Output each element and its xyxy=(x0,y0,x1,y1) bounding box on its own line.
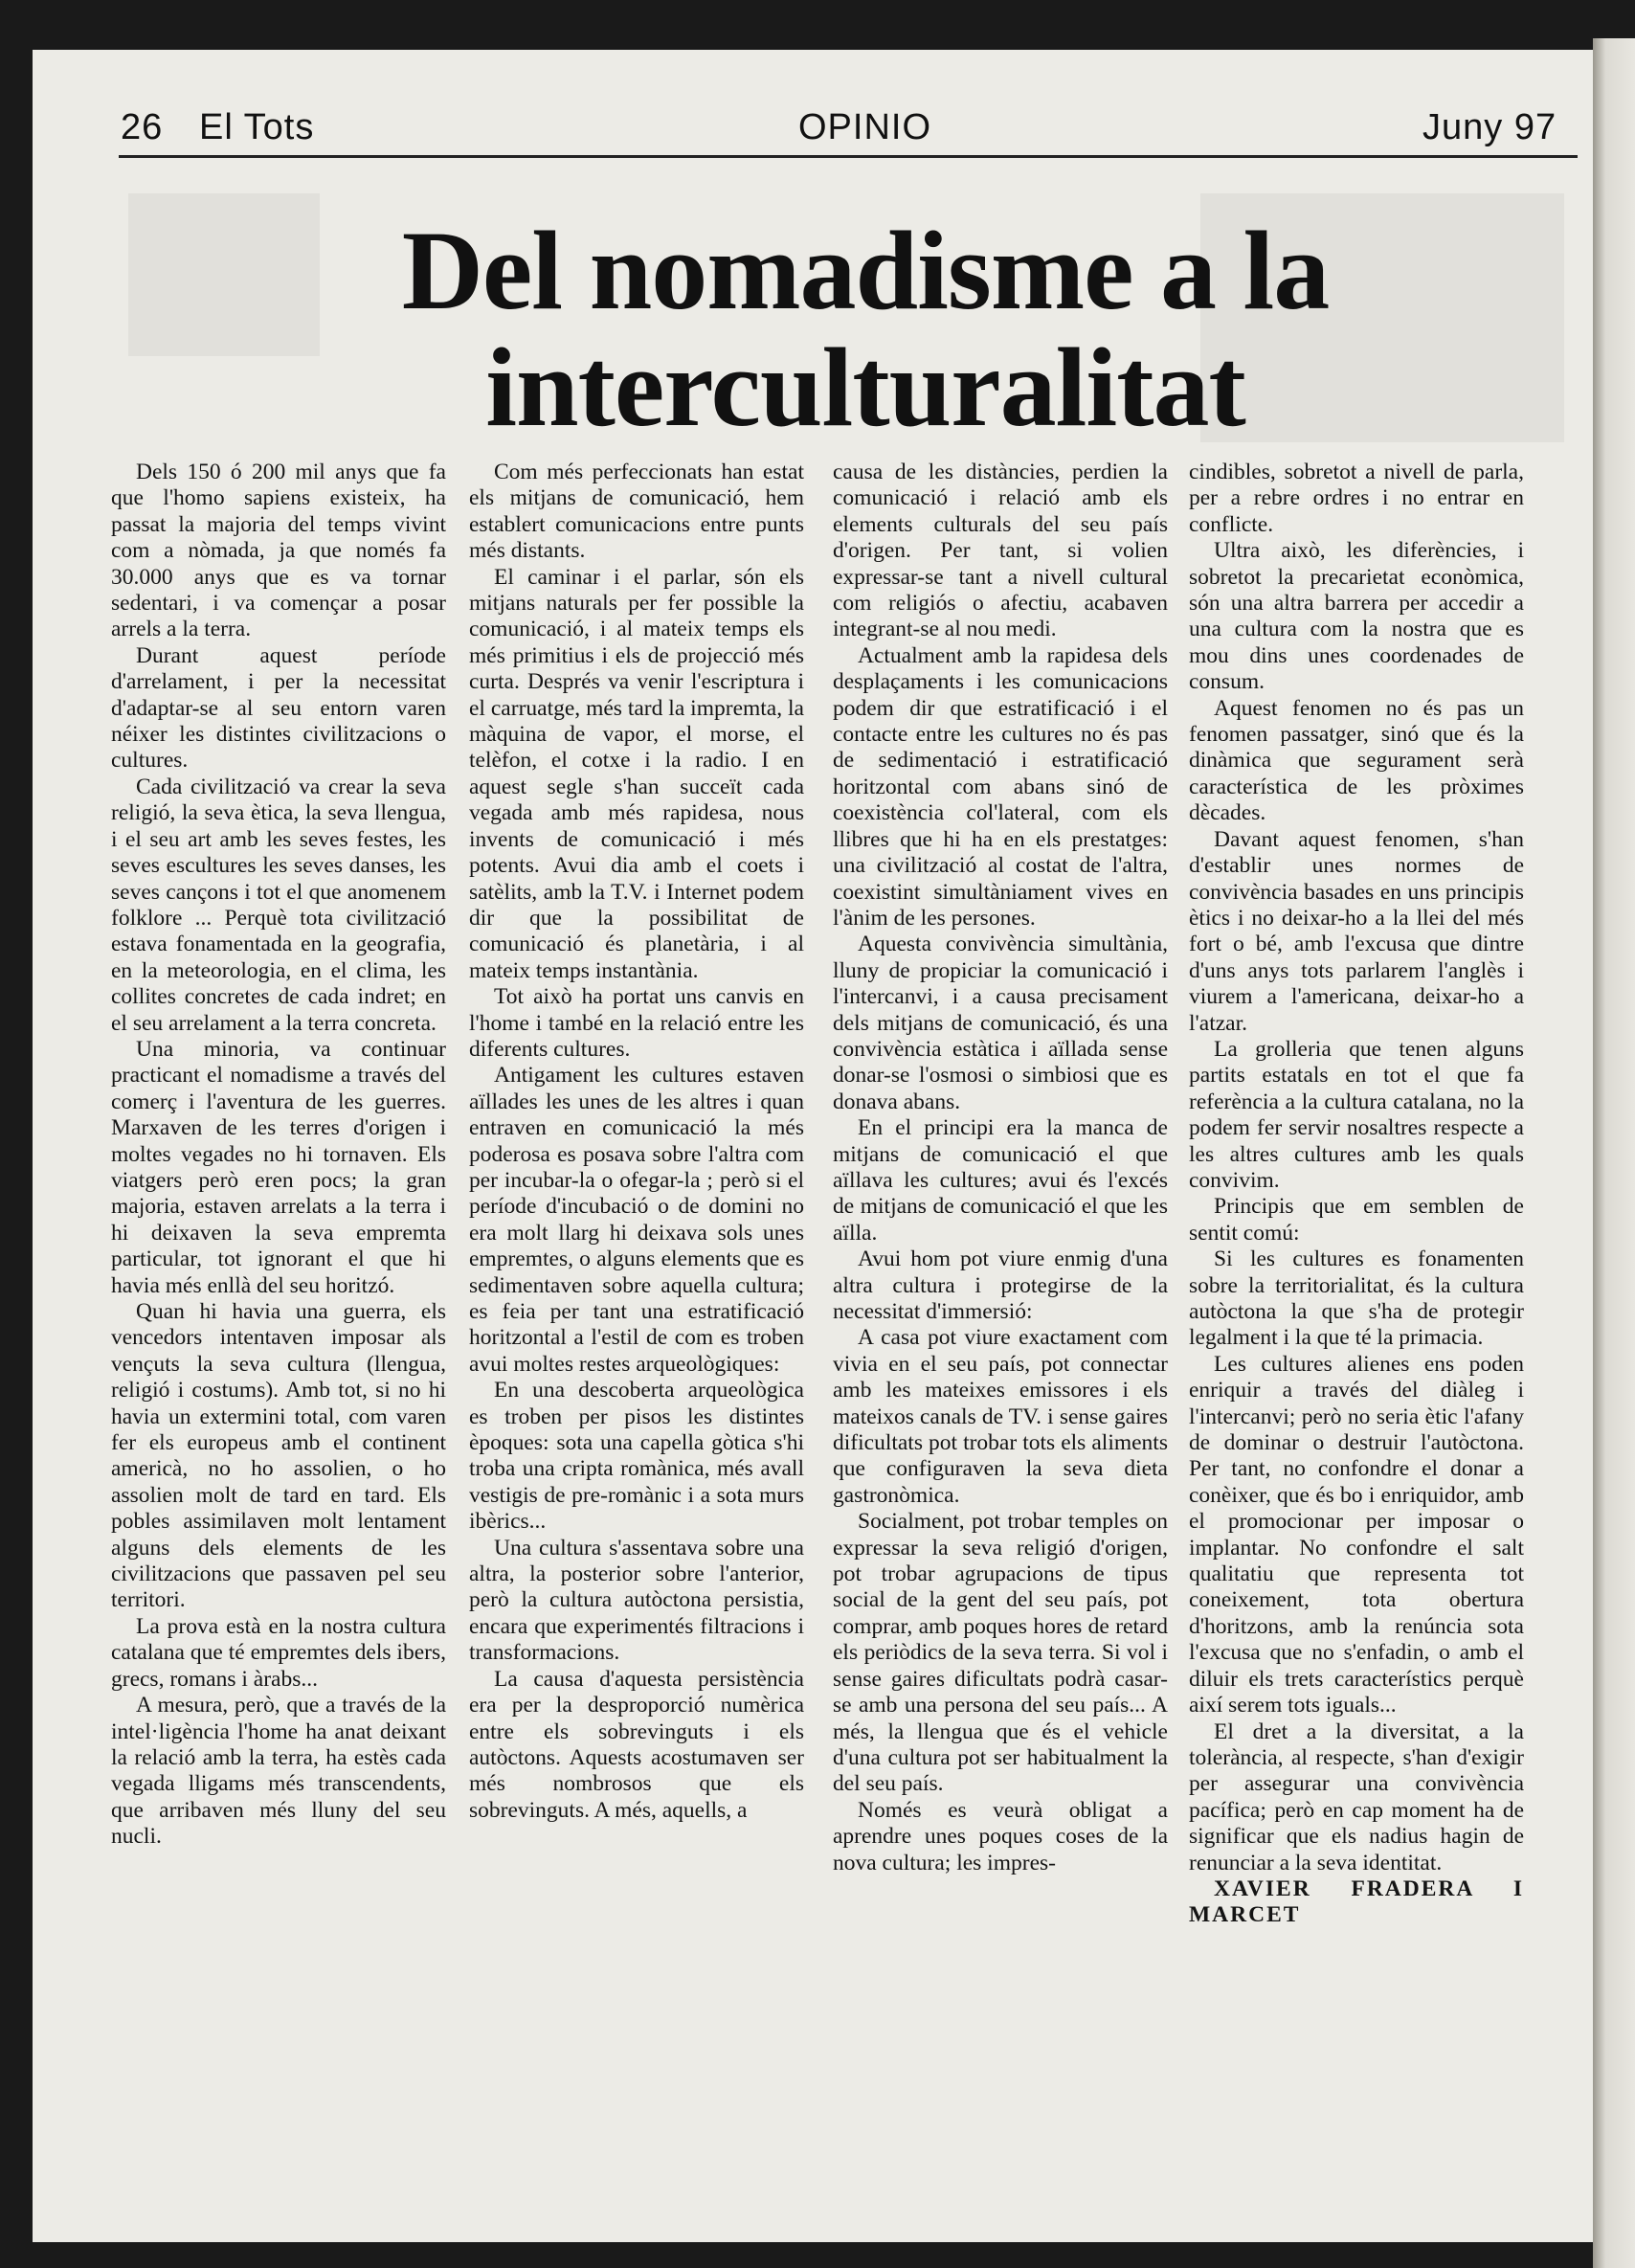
paragraph: Avui hom pot viure enmig d'una altra cultura i protegirse de la necessitat d'immersió: xyxy=(833,1246,1168,1324)
article-column-2 xyxy=(469,460,804,2231)
paragraph: Si les cultures es fonamenten sobre la territorialitat, és la cultura autòctona la que s'ha de protegir legalment i la que té la primacia. xyxy=(1189,1246,1524,1351)
paragraph: Com més perfeccionats han estat els mitjans de comunicació, hem establert comunicacions entre punts més distants. xyxy=(469,460,804,564)
publication-name: El Tots xyxy=(199,107,315,147)
paragraph: Durant aquest període d'arrelament, i per la necessitat d'adaptar-se al seu entorn varen néixer les distintes civilitzacions o cultures. xyxy=(111,642,446,774)
paragraph: Aquest fenomen no és pas un fenomen passatger, sinó que és la dinàmica que segurament serà característica de les pròximes dècades. xyxy=(1189,695,1524,826)
paragraph: Cada civilització va crear la seva religió, la seva ètica, la seva llengua, i el seu art amb les seves festes, les seves escultures les seves danses, les seves cançons i tot el que anomenem folklore ... Perquè tota civilització estava fonamentada en la geografia, en la meteorologia, en el clima, les collites concretes de cada indret; en el seu arrelament a la terra concreta. xyxy=(111,774,446,1036)
paragraph: El caminar i el parlar, són els mitjans naturals per fer possible la comunicació, i al mateix temps els més primitius i els de projecció més curta. Després va venir l'escriptura i el carruatge, més tard la impremta, la màquina de vapor, el morse, el telèfon, el cotxe i la radio. I en aquest segle s'han succeït cada vegada amb més rapidesa, nous invents de comunicació i més potents. Avui dia amb el coets i satèlits, amb la T.V. i Internet podem dir que la possibilitat de comunicació és planetària, i al mateix temps instantània. xyxy=(469,564,804,983)
paragraph: La prova està en la nostra cultura catalana que té empremtes dels ibers, grecs, romans i àrabs... xyxy=(111,1613,446,1692)
paragraph: A mesura, però, que a través de la intel·ligència l'home ha anat deixant la relació amb la terra, ha estès cada vegada lligams més transcendents, que arribaven més lluny del seu nucli. xyxy=(111,1693,446,1850)
author-signature: XAVIER FRADERA I MARCET xyxy=(1189,1875,1524,1928)
paragraph: La causa d'aquesta persistència era per la desproporció numèrica entre els sobrevinguts i els autòctons. Aquests acostumaven ser més nombrosos que els sobrevinguts. A més, aquells, a xyxy=(469,1666,804,1823)
paragraph: La grolleria que tenen alguns partits estatals en tot el que fa referència a la cultura catalana, no la podem fer servir nosaltres respecte a les altres cultures amb les quals convivim. xyxy=(1189,1036,1524,1193)
paragraph: causa de les distàncies, perdien la comunicació i relació amb els elements culturals del seu país d'origen. Per tant, si volien expressar-se tant a nivell cultural com religiós o afectiu, acabaven integrant-se al nou medi. xyxy=(833,460,1168,642)
headline-line-2: interculturalitat xyxy=(485,325,1245,450)
article-headline xyxy=(167,208,1564,450)
paragraph: Les cultures alienes ens poden enriquir a través del diàleg i l'intercanvi; però no seria ètic l'afany de dominar o destruir l'autòctona. Per tant, no confondre el donar a conèixer, que és bo i enriquidor, amb el promocionar per imposar o implantar. No confondre el salt qualitatiu que representa tot coneixement, tota obertura d'horitzons, amb la renúncia sota l'excusa que no s'enfadin, o amb el diluir els trets característics perquè així serem tots iguals... xyxy=(1189,1351,1524,1718)
article-column-1 xyxy=(111,460,446,2231)
paragraph: Aquesta convivència simultània, lluny de propiciar la comunicació i l'intercanvi, i a causa precisament dels mitjans de comunicació, és una convivència estàtica i aïllada sense donar-se l'osmosi o simbiosi que es donava abans. xyxy=(833,932,1168,1114)
paragraph: Una minoria, va continuar practicant el nomadisme a través del comerç i l'aventura de les guerres. Marxaven de les terres d'origen i moltes vegades no hi tornaven. Els viatgers però eren pocs; la gran majoria, estaven arrelats a la terra i hi deixaven la seva empremta particular, tot ignorant el que hi havia més enllà del seu horitzó. xyxy=(111,1036,446,1298)
headline-line-1: Del nomadisme a la xyxy=(401,208,1330,333)
article-column-3 xyxy=(833,460,1168,2231)
paragraph: Principis que em semblen de sentit comú: xyxy=(1189,1194,1524,1246)
paragraph: Tot això ha portat uns canvis en l'home i també en la relació entre les diferents cultures. xyxy=(469,984,804,1062)
paragraph: Actualment amb la rapidesa dels desplaçaments i les comunicacions podem dir que estratificació i el contacte entre les cultures no és pas de sedimentació i estratificació horitzontal com abans sinó de coexistència col'lateral, com els llibres que hi ha en els prestatges: una civilització al costat de l'altra, coexistint simultàniament vives en l'ànim de les persones. xyxy=(833,642,1168,931)
paragraph: Dels 150 ó 200 mil anys que fa que l'homo sapiens existeix, ha passat la majoria del temps vivint com a nòmada, ja que només fa 30.000 anys que es va tornar sedentari, i va començar a posar arrels a la terra. xyxy=(111,460,446,642)
paragraph: Antigament les cultures estaven aïllades les unes de les altres i quan entraven en comunicació la més poderosa es posava sobre l'altra com per incubar-la o ofegar-la ; però si el període d'incubació o de domini no era molt llarg hi deixava sols unes empremtes, o alguns elements que es sedimentaven sobre aquella cultura; es feia per tant una estratificació horitzontal a l'estil de com es troben avui moltes restes arqueològiques: xyxy=(469,1063,804,1377)
adjacent-page-edge xyxy=(1593,38,1635,2268)
paragraph: En el principi era la manca de mitjans de comunicació el que aïllava les cultures; avui és l'excés de mitjans de comunicació el que les aïlla. xyxy=(833,1115,1168,1246)
paragraph: Ultra això, les diferències, i sobretot la precarietat econòmica, són una altra barrera per accedir a una cultura com la nostra que es mou dins unes coordenades de consum. xyxy=(1189,538,1524,695)
paragraph: Socialment, pot trobar temples on expressar la seva religió d'origen, pot trobar agrupacions de tipus social de la gent del seu país, pot comprar, amb poques hores de retard els periòdics de la seva terra. Si vol i sense gaires dificultats podrà casar-se amb una persona del seu país... A més, la llengua que és el vehicle d'una cultura pot ser habitualment la del seu país. xyxy=(833,1509,1168,1797)
paragraph: Quan hi havia una guerra, els vencedors intentaven imposar als vençuts la seva cultura (llengua, religió i costums). Amb tot, si no hi havia un extermini total, com varen fer els europeus amb el continent americà, no ho assolien, o ho assolien molt de tard en tard. Els pobles assimilaven molt lentament alguns dels elements de les civilitzacions que passaven pel seu territori. xyxy=(111,1299,446,1613)
section-name: OPINIO xyxy=(798,107,932,147)
issue-date: Juny 97 xyxy=(1422,107,1557,147)
page-number: 26 xyxy=(121,107,164,147)
paragraph: Una cultura s'assentava sobre una altra, la posterior sobre l'anterior, però la cultura autòctona persistia, encara que experimentés filtracions i transformacions. xyxy=(469,1535,804,1666)
paragraph: cindibles, sobretot a nivell de parla, per a rebre ordres i no entrar en conflicte. xyxy=(1189,460,1524,537)
magazine-page xyxy=(33,50,1593,2242)
article-column-4 xyxy=(1189,460,1524,2231)
header-rule xyxy=(119,155,1578,158)
paragraph: El dret a la diversitat, a la tolerància, al respecte, s'han d'exigir per assegurar una convivència pacífica; però en cap moment ha de significar que els nadius hagin de renunciar a la seva identitat. xyxy=(1189,1718,1524,1875)
paragraph: Davant aquest fenomen, s'han d'establir unes normes de convivència basades en uns principis ètics i no deixar-ho a la llei del més fort o bé, amb l'excusa que dintre d'uns anys tots parlarem l'anglès i viurem a l'americana, deixar-ho a l'atzar. xyxy=(1189,826,1524,1036)
paragraph: En una descoberta arqueològica es troben per pisos les distintes èpoques: sota una capella gòtica s'hi troba una cripta romànica, més avall vestigis de pre-romànic i a sota murs ibèrics... xyxy=(469,1378,804,1535)
paragraph: Només es veurà obligat a aprendre unes poques coses de la nova cultura; les impres- xyxy=(833,1797,1168,1875)
paragraph: A casa pot viure exactament com vivia en el seu país, pot connectar amb les mateixes emissores i els mateixos canals de TV. i sense gaires dificultats pot trobar tots els aliments que configuraven la seva dieta gastronòmica. xyxy=(833,1325,1168,1508)
